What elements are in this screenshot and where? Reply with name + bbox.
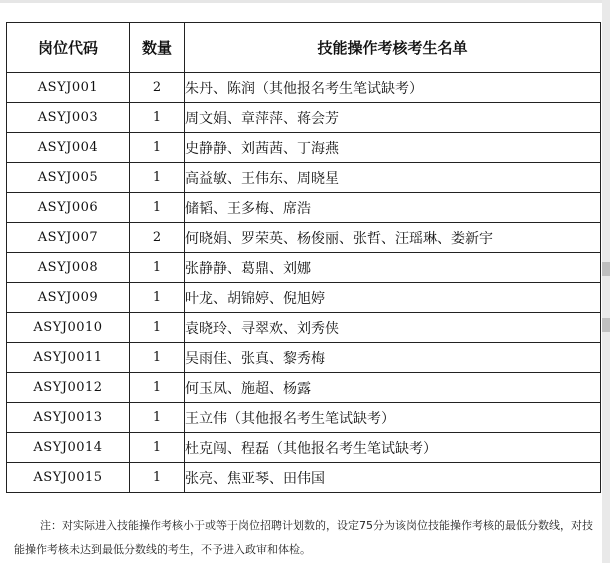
table-row — [7, 133, 601, 163]
table-header-row — [7, 23, 601, 73]
position-code: ASYJ004 — [7, 133, 130, 163]
position-code: ASYJ001 — [7, 73, 130, 103]
position-quantity: 1 — [130, 163, 185, 193]
header-position-code: 岗位代码 — [7, 23, 130, 73]
page-top-edge — [0, 0, 610, 3]
candidate-names: 王立伟（其他报名考生笔试缺考） — [185, 403, 601, 433]
candidate-names: 张亮、焦亚琴、田伟国 — [185, 463, 601, 493]
scroll-marker — [602, 262, 610, 276]
position-quantity: 1 — [130, 433, 185, 463]
position-quantity: 1 — [130, 343, 185, 373]
table-row — [7, 163, 601, 193]
position-code: ASYJ006 — [7, 193, 130, 223]
table-row — [7, 313, 601, 343]
table-row — [7, 343, 601, 373]
position-quantity: 1 — [130, 103, 185, 133]
position-code: ASYJ008 — [7, 253, 130, 283]
table-row — [7, 223, 601, 253]
position-quantity: 1 — [130, 313, 185, 343]
table-row — [7, 283, 601, 313]
position-quantity: 1 — [130, 193, 185, 223]
position-quantity: 1 — [130, 463, 185, 493]
candidate-names: 周文娟、章萍萍、蒋会芳 — [185, 103, 601, 133]
position-code: ASYJ005 — [7, 163, 130, 193]
position-quantity: 1 — [130, 253, 185, 283]
position-quantity: 2 — [130, 223, 185, 253]
table-row — [7, 403, 601, 433]
candidate-names: 叶龙、胡锦婷、倪旭婷 — [185, 283, 601, 313]
header-candidate-list: 技能操作考核考生名单 — [185, 23, 601, 73]
candidate-names: 储韬、王多梅、席浩 — [185, 193, 601, 223]
footnote: 注：对实际进入技能操作考核小于或等于岗位招聘计划数的，设定75分为该岗位技能操作考核的最低分数线，对技能操作考核未达到最低分数线的考生，不予进入政审和体检。 — [14, 519, 593, 556]
candidate-names: 何晓娟、罗荣英、杨俊丽、张哲、汪瑶琳、娄新宇 — [185, 223, 601, 253]
position-code: ASYJ0013 — [7, 403, 130, 433]
table-row — [7, 253, 601, 283]
position-code: ASYJ0015 — [7, 463, 130, 493]
candidate-names: 袁晓玲、寻翠欢、刘秀侠 — [185, 313, 601, 343]
candidate-names: 杜克闯、程磊（其他报名考生笔试缺考） — [185, 433, 601, 463]
page-right-edge — [602, 0, 610, 563]
candidate-names: 张静静、葛鼎、刘娜 — [185, 253, 601, 283]
position-quantity: 2 — [130, 73, 185, 103]
position-quantity: 1 — [130, 403, 185, 433]
position-quantity: 1 — [130, 373, 185, 403]
candidate-table — [6, 22, 601, 493]
header-quantity: 数量 — [130, 23, 185, 73]
candidate-names: 朱丹、陈润（其他报名考生笔试缺考） — [185, 73, 601, 103]
table-row — [7, 463, 601, 493]
position-code: ASYJ0011 — [7, 343, 130, 373]
position-code: ASYJ0010 — [7, 313, 130, 343]
position-code: ASYJ003 — [7, 103, 130, 133]
candidate-names: 吴雨佳、张真、黎秀梅 — [185, 343, 601, 373]
candidate-names: 高益敏、王伟东、周晓星 — [185, 163, 601, 193]
position-quantity: 1 — [130, 133, 185, 163]
position-code: ASYJ0014 — [7, 433, 130, 463]
table-row — [7, 373, 601, 403]
candidate-names: 何玉凤、施超、杨露 — [185, 373, 601, 403]
position-quantity: 1 — [130, 283, 185, 313]
scroll-marker — [602, 318, 610, 332]
table-row — [7, 103, 601, 133]
table-row — [7, 193, 601, 223]
candidate-names: 史静静、刘茜茜、丁海燕 — [185, 133, 601, 163]
position-code: ASYJ009 — [7, 283, 130, 313]
position-code: ASYJ007 — [7, 223, 130, 253]
table-row — [7, 433, 601, 463]
position-code: ASYJ0012 — [7, 373, 130, 403]
table-row — [7, 73, 601, 103]
